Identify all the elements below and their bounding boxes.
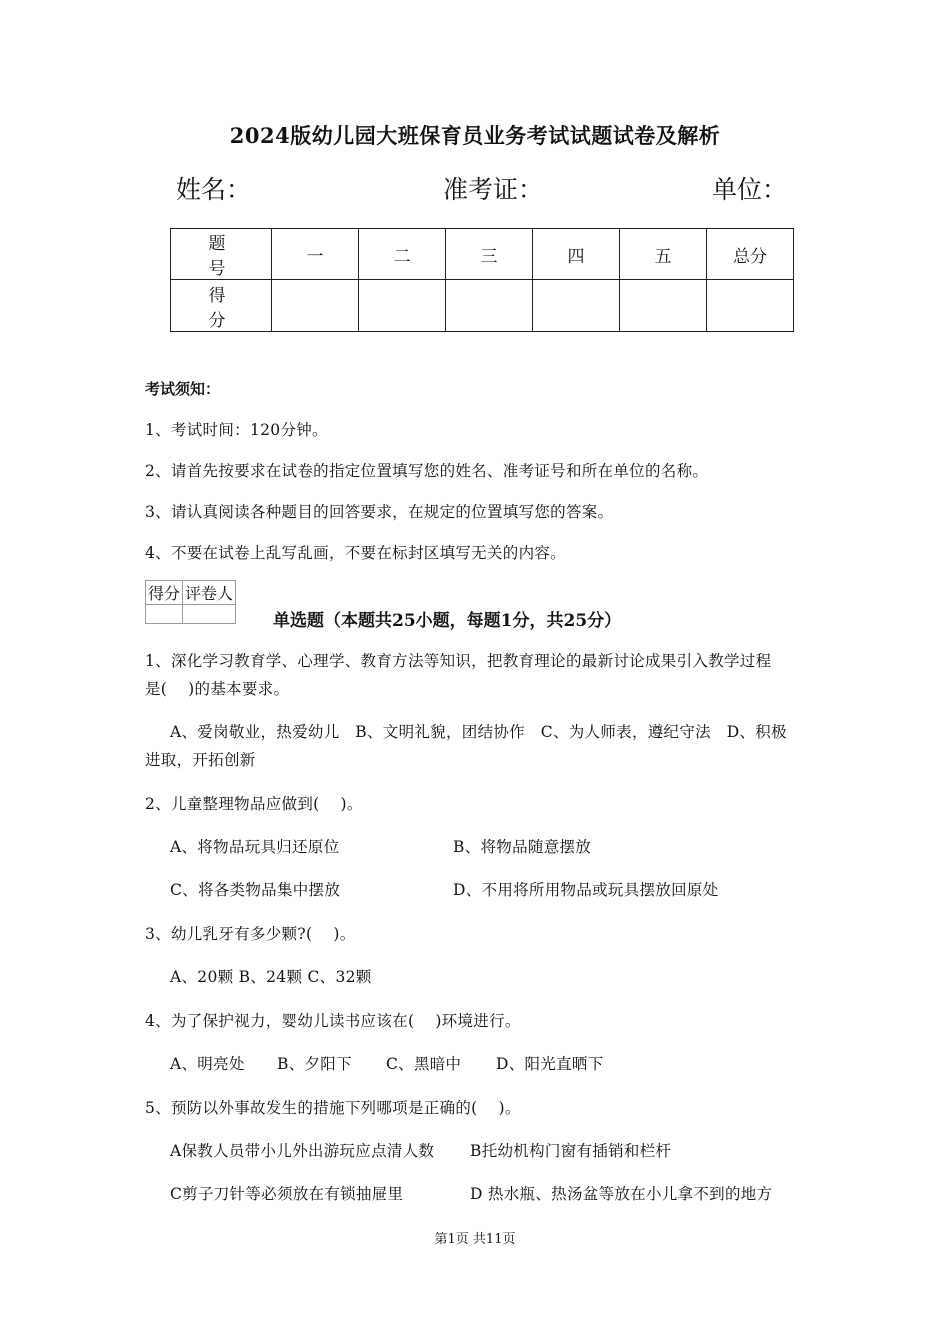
notice-heading: 考试须知： (145, 380, 221, 398)
question-5-option-b: B托幼机构门窗有插销和栏杆 (470, 1142, 672, 1160)
question-5-option-d: D 热水瓶、热汤盆等放在小儿拿不到的地方 (470, 1185, 773, 1203)
header-cell-total: 总分 (707, 229, 794, 280)
score-cell-4 (533, 280, 620, 332)
score-row-label: 得 分 (171, 280, 272, 332)
header-cell-question-no: 题 号 (171, 229, 272, 280)
question-1-options: A、爱岗敬业，热爱幼儿 B、文明礼貌，团结协作 C、为人师表，遵纪守法 D、积极 (170, 723, 787, 741)
grader-reviewer-label: 评卷人 (183, 581, 236, 605)
question-5-option-c: C剪子刀针等必须放在有锁抽屉里 (170, 1185, 404, 1203)
question-1-stem-cont: 是( )的基本要求。 (145, 680, 290, 698)
question-2-option-b: B、将物品随意摆放 (453, 838, 592, 856)
score-cell-5 (620, 280, 707, 332)
question-3-options: A、20颗 B、24颗 C、32颗 (170, 968, 372, 986)
document-title: 2024版幼儿园大班保育员业务考试试题试卷及解析 (229, 123, 721, 148)
name-field-label: 姓名： (176, 175, 252, 204)
question-4-option-b: B、夕阳下 (277, 1055, 352, 1073)
header-cell-1: 一 (272, 229, 359, 280)
header-cell-4: 四 (533, 229, 620, 280)
score-table (170, 228, 794, 332)
section-title: 单选题（本题共25小题，每题1分，共25分） (273, 611, 622, 631)
score-cell-total (707, 280, 794, 332)
question-5-stem: 5、预防以外事故发生的措施下列哪项是正确的( )。 (145, 1099, 521, 1117)
question-2-stem: 2、儿童整理物品应做到( )。 (145, 795, 363, 813)
question-5-option-a: A保教人员带小儿外出游玩应点清人数 (170, 1142, 435, 1160)
grader-box-blank-row (146, 605, 236, 624)
question-4-option-a: A、明亮处 (170, 1055, 245, 1073)
question-4-option-c: C、黑暗中 (386, 1055, 462, 1073)
grader-score-cell (146, 605, 183, 624)
grader-score-label: 得分 (146, 581, 183, 605)
grader-box (145, 580, 236, 624)
question-2-option-d: D、不用将所用物品或玩具摆放回原处 (453, 881, 719, 899)
header-cell-5: 五 (620, 229, 707, 280)
notice-item: 1、考试时间：120分钟。 (145, 421, 328, 439)
header-cell-2: 二 (359, 229, 446, 280)
score-cell-2 (359, 280, 446, 332)
question-4-option-d: D、阳光直晒下 (496, 1055, 604, 1073)
unit-field-label: 单位： (712, 175, 788, 204)
question-4-stem: 4、为了保护视力，婴幼儿读书应该在( )环境进行。 (145, 1012, 521, 1030)
notice-item: 2、请首先按要求在试卷的指定位置填写您的姓名、准考证号和所在单位的名称。 (145, 462, 709, 480)
page-footer: 第1页 共11页 (434, 1232, 516, 1247)
grader-box-header-row (146, 581, 236, 605)
question-2-option-c: C、将各类物品集中摆放 (170, 881, 341, 899)
question-3-stem: 3、幼儿乳牙有多少颗?( )。 (145, 925, 356, 943)
question-1-stem: 1、深化学习教育学、心理学、教育方法等知识，把教育理论的最新讨论成果引入教学过程 (145, 652, 772, 670)
exam-id-field-label: 准考证： (443, 175, 544, 204)
question-2-option-a: A、将物品玩具归还原位 (170, 838, 340, 856)
question-1-options-cont: 进取，开拓创新 (145, 751, 256, 769)
notice-item: 4、不要在试卷上乱写乱画，不要在标封区填写无关的内容。 (145, 544, 566, 562)
score-table-header-row (171, 229, 794, 280)
score-table-score-row (171, 280, 794, 332)
notice-item: 3、请认真阅读各种题目的回答要求，在规定的位置填写您的答案。 (145, 503, 614, 521)
header-cell-3: 三 (446, 229, 533, 280)
grader-reviewer-cell (183, 605, 236, 624)
score-cell-3 (446, 280, 533, 332)
